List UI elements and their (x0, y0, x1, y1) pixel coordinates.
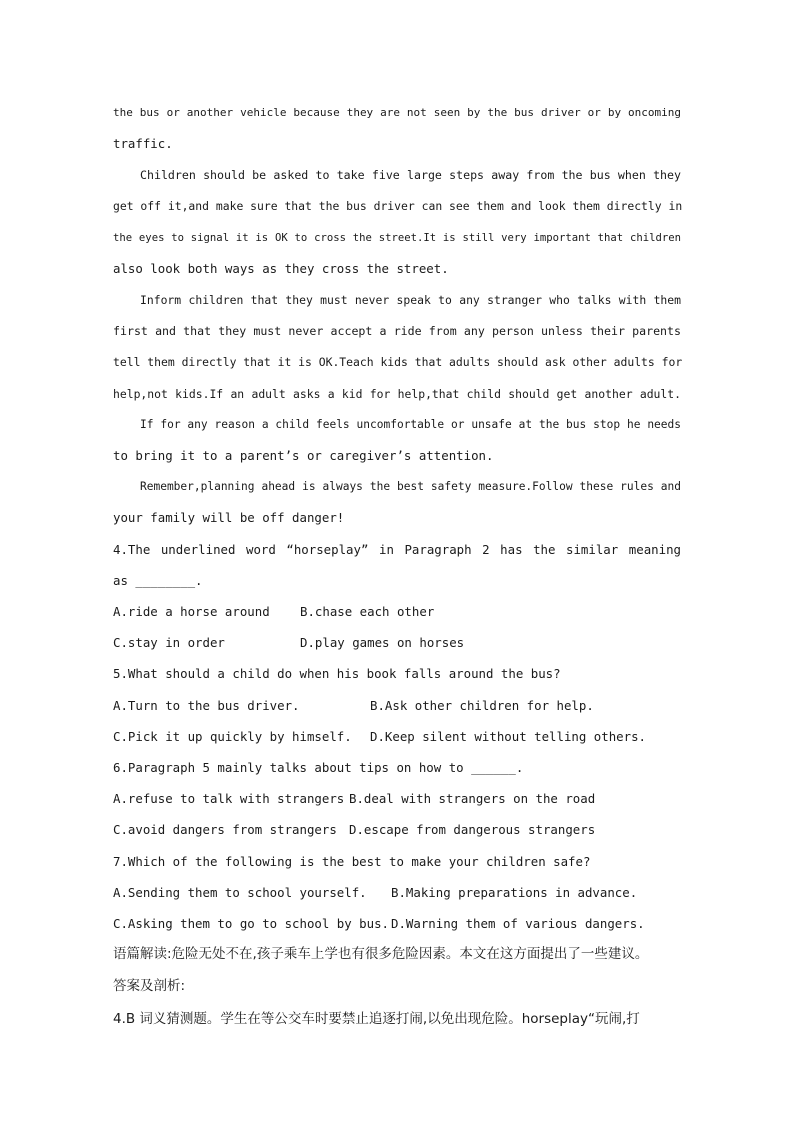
question-4-stem-cont: as ________. (113, 573, 203, 588)
question-7-option-b: B.Making preparations in advance. (391, 885, 638, 900)
passage-line: also look both ways as they cross the street. (113, 261, 449, 276)
passage-line: first and that they must never accept a ride from any person unless their parents (113, 324, 681, 338)
question-4-option-a: A.ride a horse around (113, 604, 270, 619)
question-6-stem: 6.Paragraph 5 mainly talks about tips on how to ______. (113, 760, 524, 775)
question-5-option-c: C.Pick it up quickly by himself. (113, 729, 352, 744)
passage-line: If for any reason a child feels uncomfortable or unsafe at the bus stop he needs (140, 418, 681, 431)
passage-line: get off it,and make sure that the bus driver can see them and look them directly in (113, 199, 683, 213)
passage-line: Inform children that they must never speak to any stranger who talks with them (140, 293, 681, 307)
question-5-option-b: B.Ask other children for help. (370, 698, 594, 713)
question-6-option-c: C.avoid dangers from strangers (113, 822, 337, 837)
question-4-stem: 4.The underlined word “horseplay” in Paragraph 2 has the similar meaning (113, 542, 681, 557)
question-4-option-d: D.play games on horses (300, 635, 465, 650)
question-7-stem: 7.Which of the following is the best to make your children safe? (113, 854, 591, 869)
question-4-option-b: B.chase each other (300, 604, 435, 619)
passage-line: Remember,planning ahead is always the best safety measure.Follow these rules and (140, 480, 681, 493)
answer-4-explanation: 4.B 词义猜测题。学生在等公交车时要禁止追逐打闹,以免出现危险。horseplay“玩闹,打 (113, 1011, 640, 1027)
passage-line: Children should be asked to take five large steps away from the bus when they (140, 168, 681, 182)
question-7-option-a: A.Sending them to school yourself. (113, 885, 367, 900)
question-5-option-a: A.Turn to the bus driver. (113, 698, 300, 713)
passage-line: to bring it to a parent’s or caregiver’s attention. (113, 448, 494, 463)
question-5-option-d: D.Keep silent without telling others. (370, 729, 647, 744)
question-6-option-a: A.refuse to talk with strangers (113, 791, 345, 806)
answers-heading: 答案及剖析: (113, 978, 186, 994)
question-4-option-c: C.stay in order (113, 635, 225, 650)
passage-summary: 语篇解读:危险无处不在,孩子乘车上学也有很多危险因素。本文在这方面提出了一些建议。 (113, 946, 649, 962)
question-7-option-d: D.Warning them of various dangers. (391, 916, 645, 931)
passage-line: the eyes to signal it is OK to cross the street.It is still very important that children (113, 232, 681, 244)
passage-line: tell them directly that it is OK.Teach kids that adults should ask other adults for (113, 355, 683, 369)
question-7-option-c: C.Asking them to go to school by bus. (113, 916, 390, 931)
question-5-stem: 5.What should a child do when his book falls around the bus? (113, 666, 561, 681)
question-6-option-d: D.escape from dangerous strangers (349, 822, 596, 837)
question-6-option-b: B.deal with strangers on the road (349, 791, 596, 806)
passage-line: help,not kids.If an adult asks a kid for help,that child should get another adult. (113, 387, 681, 401)
passage-line: traffic. (113, 136, 173, 151)
passage-line: your family will be off danger! (113, 510, 345, 525)
passage-line: the bus or another vehicle because they are not seen by the bus driver or by oncoming (113, 106, 681, 119)
